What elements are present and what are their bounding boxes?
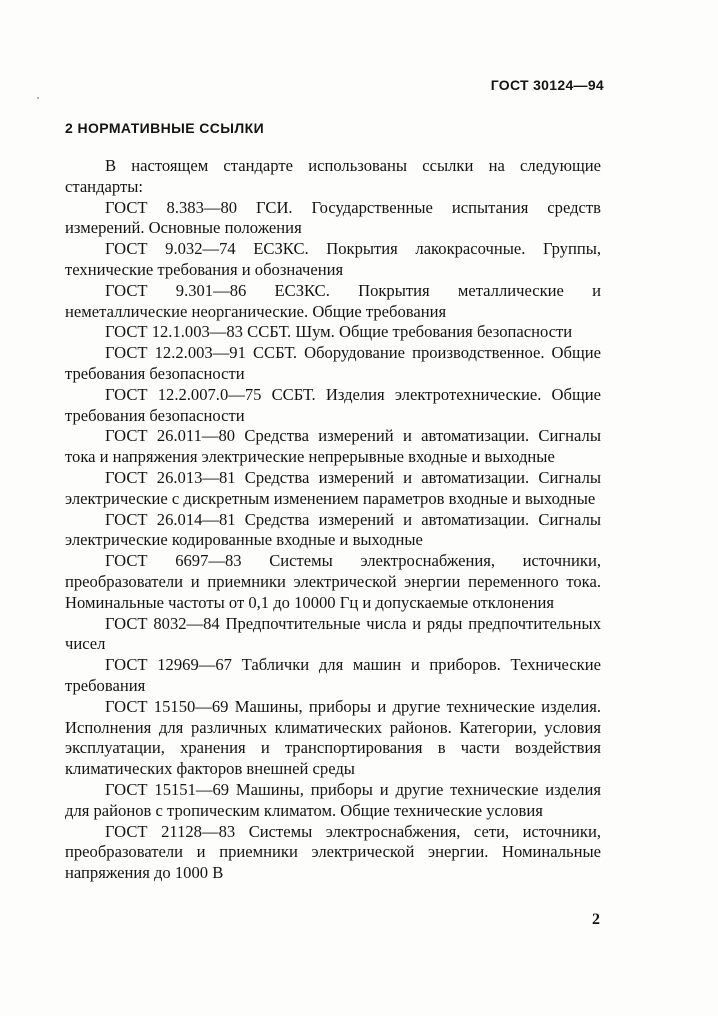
reference-gost-8-383: ГОСТ 8.383—80 ГСИ. Государственные испытания средств измерений. Основные положения bbox=[65, 197, 601, 238]
reference-gost-12-2-007-0: ГОСТ 12.2.007.0—75 ССБТ. Изделия электротехнические. Общие требования безопасности bbox=[65, 384, 601, 425]
reference-gost-6697: ГОСТ 6697—83 Системы электроснабжения, источники, преобразователи и приемники электрической энергии переменного тока. Номинальные частоты от 0,1 до 10000 Гц и допускаемые отклонения bbox=[65, 551, 601, 612]
scan-speck bbox=[37, 97, 39, 99]
references-body bbox=[65, 156, 601, 884]
section-title: 2 НОРМАТИВНЫЕ ССЫЛКИ bbox=[65, 120, 265, 136]
reference-gost-12969: ГОСТ 12969—67 Таблички для машин и приборов. Технические требования bbox=[65, 655, 601, 695]
page-number: 2 bbox=[592, 911, 600, 928]
reference-gost-9-301: ГОСТ 9.301—86 ЕСЗКС. Покрытия металлические и неметаллические неорганические. Общие требования bbox=[65, 280, 601, 321]
reference-gost-12-1-003: ГОСТ 12.1.003—83 ССБТ. Шум. Общие требования безопасности bbox=[105, 322, 573, 342]
reference-gost-9-032: ГОСТ 9.032—74 ЕСЗКС. Покрытия лакокрасочные. Группы, технические требования и обозначения bbox=[65, 239, 601, 279]
reference-gost-21128: ГОСТ 21128—83 Системы электроснабжения, сети, источники, преобразователи и приемники электрической энергии. Номинальные напряжения до 1000 В bbox=[65, 821, 601, 883]
reference-gost-26-011: ГОСТ 26.011—80 Средства измерений и автоматизации. Сигналы тока и напряжения электрические непрерывные входные и выходные bbox=[65, 426, 601, 467]
reference-gost-26-014: ГОСТ 26.014—81 Средства измерений и автоматизации. Сигналы электрические кодированные входные и выходные bbox=[65, 509, 601, 550]
reference-gost-15150: ГОСТ 15150—69 Машины, приборы и другие технические изделия. Исполнения для различных климатических районов. Категории, условия эксплуатации, хранения и транспортирования в части воздействия климатических факторов внешней среды bbox=[65, 696, 601, 779]
document-code: ГОСТ 30124—94 bbox=[490, 77, 604, 93]
reference-gost-12-2-003: ГОСТ 12.2.003—91 ССБТ. Оборудование производственное. Общие требования безопасности bbox=[65, 343, 601, 383]
reference-gost-26-013: ГОСТ 26.013—81 Средства измерений и автоматизации. Сигналы электрические с дискретным изменением параметров входные и выходные bbox=[65, 467, 601, 508]
reference-gost-8032: ГОСТ 8032—84 Предпочтительные числа и ряды предпочтительных чисел bbox=[65, 613, 601, 654]
reference-gost-15151: ГОСТ 15151—69 Машины, приборы и другие технические изделия для районов с тропическим климатом. Общие технические условия bbox=[65, 779, 601, 820]
intro-paragraph: В настоящем стандарте использованы ссылки на следующие стандарты: bbox=[65, 156, 601, 196]
